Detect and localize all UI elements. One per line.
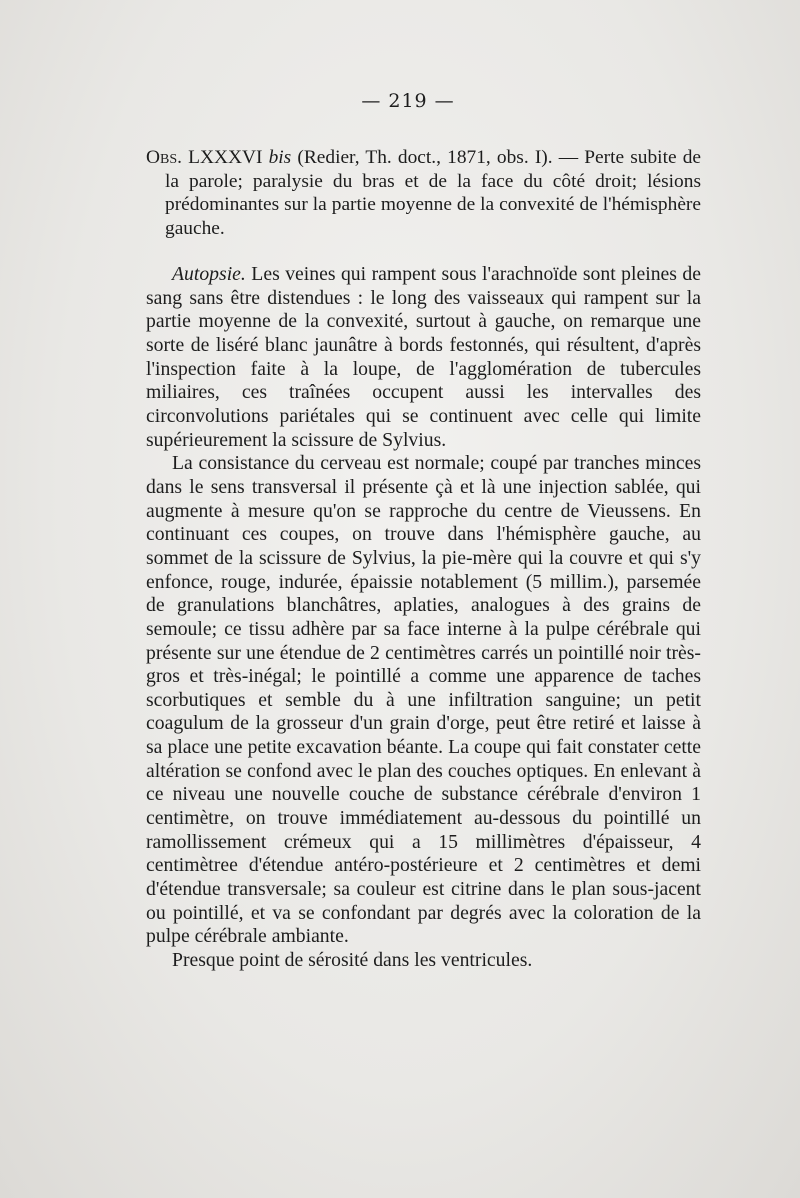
autopsy-paragraph-1-text: Les veines qui rampent sous l'arachnoïde sont pleines de sang sans être distendues : le long des vaisseaux qui rampent sur la partie moyenne de la convexité, surtout à gauche, on remarque une sorte de liséré blanc jaunâtre à bords festonnés, qui résultent, d'après l'inspection faite à la loupe, de l'agglomération de tubercules miliaires, ces traînées occupent aussi les intervalles des circonvolutions pariétales qui se continuent avec celle qui limite supérieurement la scissure de Sylvius. — [146, 263, 701, 451]
observation-label: Obs. — [146, 147, 182, 168]
observation-bis: bis — [268, 147, 292, 168]
autopsy-paragraph-3: Presque point de sérosité dans les ventricules. — [172, 949, 533, 972]
autopsy-section — [146, 263, 701, 973]
autopsy-paragraph-2: La consistance du cerveau est normale; coupé par tranches minces dans le sens transversal il présente çà et là une injection sablée, qui augmente à mesure qu'on se rapproche du centre de Vieussens. En continuant ces coupes, on trouve dans l'hémisphère gauche, au sommet de la scissure de Sylvius, la pie-mère qui la couvre et qui s'y enfonce, rouge, indurée, épaissie notablement (5 millim.), parsemée de granulations blanchâtres, aplaties, analogues à des grains de semoule; ce tissu adhère par sa face interne à la pulpe cérébrale qui présente sur une étendue de 2 centimètres carrés un pointillé noir très-gros et très-inégal; le pointillé a comme une apparence de taches scorbutiques et semble du à une infiltration sanguine; un petit coagulum de la grosseur d'un grain d'orge, peut être retiré et laisse à sa place une petite excavation béante. La coupe qui fait constater cette altération se confond avec le plan des couches optiques. En enlevant à ce niveau une nouvelle couche de substance cérébrale d'environ 1 centimètre, on trouve immédiatement au-dessous du pointillé un ramollissement crémeux qui a 15 millimètres d'épaisseur, 4 centimètree d'étendue antéro-postérieure et 2 centimètres et demi d'étendue transversale; sa couleur est citrine dans le plan sous-jacent ou pointillé, et va se confondant par degrés avec la coloration de la pulpe cérébrale ambiante. — [146, 452, 701, 948]
autopsy-heading: Autopsie. — [172, 263, 246, 285]
observation-heading-block — [146, 146, 701, 240]
observation-number: LXXXVI — [181, 147, 269, 168]
observation-paragraph — [146, 146, 701, 240]
page-number: — 219 — — [361, 90, 455, 112]
autopsy-paragraph-1 — [146, 263, 701, 452]
observation-summary: (Redier, Th. doct., 1871, obs. I). — Perte subite de la parole; paralysie du bras et de la face du côté droit; lésions prédominantes sur la partie moyenne de la convexité de l'hémisphère gauche. — [165, 147, 701, 239]
